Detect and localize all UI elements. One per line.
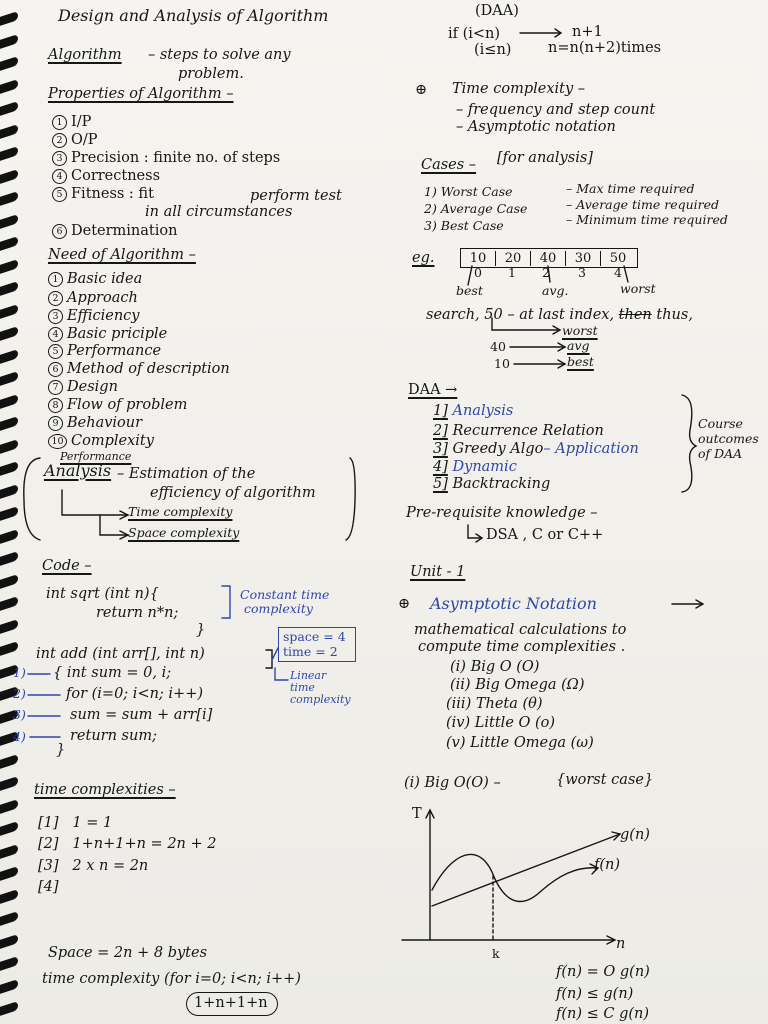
- array-cell: 40: [531, 251, 566, 266]
- analysis-bracket: [24, 458, 40, 540]
- need-item: 7 Design: [48, 379, 118, 396]
- case-desc: – Minimum time required: [566, 212, 728, 227]
- need-item: 4 Basic priciple: [48, 326, 167, 343]
- code-marker: 2): [13, 686, 26, 701]
- bigo-equation: f(n) ≤ g(n): [556, 986, 634, 1002]
- tc-row: [1] 1 = 1: [38, 815, 113, 831]
- need-item: 3 Efficiency: [48, 308, 140, 325]
- cases-note: [for analysis]: [497, 150, 593, 166]
- bigo-heading: (i) Big O(O) –: [404, 775, 501, 791]
- bigo-equation: f(n) = O g(n): [556, 964, 650, 980]
- graph-k-label: k: [492, 946, 500, 961]
- array-label-worst: worst: [620, 281, 656, 296]
- code2-line: for (i=0; i<n; i++): [66, 686, 204, 702]
- need-item: 1 Basic idea: [48, 271, 142, 288]
- time-expression: 1+n+1+n: [194, 995, 268, 1011]
- asymptotic-desc: compute time complexities .: [418, 639, 626, 655]
- array-index: 2: [542, 265, 550, 280]
- time-complexity-item: – Asymptotic notation: [456, 119, 616, 135]
- array-index: 0: [474, 265, 482, 280]
- tc-row: [3] 2 x n = 2n: [38, 858, 149, 874]
- page-title: Design and Analysis of Algorithm: [58, 6, 329, 25]
- fitness-continuation: in all circumstances: [145, 204, 293, 220]
- need-item: 8 Flow of problem: [48, 397, 187, 414]
- course-outcomes: Course: [698, 416, 743, 431]
- case-name: 2) Average Case: [424, 201, 528, 216]
- array-index: 4: [614, 265, 622, 280]
- daa-item: 1] Analysis: [433, 403, 514, 419]
- algorithm-term: Algorithm: [48, 47, 122, 63]
- performance-label: Performance: [60, 450, 132, 463]
- code2-line: { int sum = 0, i;: [53, 665, 172, 681]
- if-line: (i≤n): [474, 42, 512, 58]
- need-heading: Need of Algorithm –: [48, 247, 196, 263]
- notation-item: (iii) Theta (θ): [446, 696, 543, 712]
- notation-item: (v) Little Omega (ω): [446, 735, 594, 751]
- property-item: 3 Precision : finite no. of steps: [52, 150, 280, 167]
- linear-note: time: [290, 681, 315, 694]
- search-line: search, 50 – at last index, then thus,: [426, 307, 693, 323]
- graph-x-label: n: [616, 936, 626, 952]
- graph-f-curve: [432, 854, 598, 901]
- notation-item: (i) Big O (O): [450, 659, 540, 675]
- algorithm-definition-cont: problem.: [178, 66, 244, 82]
- if-result: n=n(n+2)times: [548, 40, 662, 56]
- property-item: 4 Correctness: [52, 168, 160, 185]
- case-desc: – Max time required: [566, 181, 695, 196]
- property-item: 1 I/P: [52, 114, 91, 131]
- code-marker: 1): [13, 665, 26, 680]
- graph-g-label: g(n): [620, 827, 650, 843]
- tc-row: [4]: [38, 879, 59, 895]
- case-name: 1) Worst Case: [424, 184, 513, 199]
- constant-time-note: Constant time: [240, 587, 330, 602]
- asymptotic-desc: mathematical calculations to: [414, 622, 627, 638]
- if-result: n+1: [572, 24, 603, 40]
- hash-icon: ⊕: [398, 596, 411, 612]
- page-title-abbr: (DAA): [475, 3, 519, 19]
- code1-line: }: [196, 622, 206, 638]
- graph-g-line: [432, 834, 620, 906]
- prereq-text: DSA , C or C++: [486, 527, 604, 543]
- code2-line: sum = sum + arr[i]: [70, 707, 213, 723]
- asymptotic-heading: Asymptotic Notation: [430, 594, 597, 613]
- space-line: Space = 2n + 8 bytes: [48, 945, 208, 961]
- constant-time-note: complexity: [244, 601, 313, 616]
- perform-test-note: perform test: [250, 188, 342, 204]
- case-desc: – Average time required: [566, 197, 720, 212]
- array-index: 3: [578, 265, 586, 280]
- unit-heading: Unit - 1: [410, 564, 466, 580]
- time-line: time complexity (for i=0; i<n; i++): [42, 971, 301, 987]
- linear-note: Linear: [290, 669, 327, 682]
- need-item: 5 Performance: [48, 343, 161, 360]
- analysis-bracket: [346, 458, 355, 540]
- need-item: 6 Method of description: [48, 361, 230, 378]
- hash-icon: ⊕: [415, 82, 428, 98]
- code1-line: int sqrt (int n){: [46, 586, 159, 602]
- daa-heading: DAA →: [408, 382, 458, 398]
- time-value: time = 2: [283, 644, 338, 659]
- tc-row: [2] 1+n+1+n = 2n + 2: [38, 836, 217, 852]
- array-cell: 10: [461, 251, 496, 266]
- properties-heading: Properties of Algorithm –: [48, 86, 234, 102]
- array-label-avg: avg.: [542, 283, 569, 298]
- eg-label: eg.: [412, 250, 435, 266]
- code1-line: return n*n;: [96, 605, 179, 621]
- search-label-avg: avg: [567, 338, 590, 353]
- time-complexities-heading: time complexities –: [34, 782, 176, 798]
- property-item: 2 O/P: [52, 132, 98, 149]
- search-value: 10: [494, 356, 510, 371]
- need-item: 2 Approach: [48, 290, 138, 307]
- analysis-term: Analysis: [44, 461, 112, 480]
- array-label-best: best: [456, 283, 483, 298]
- notation-item: (iv) Little O (o): [446, 715, 556, 731]
- code-heading: Code –: [42, 558, 92, 574]
- graph-y-label: T: [412, 806, 422, 822]
- daa-item: 4] Dynamic: [433, 459, 517, 475]
- need-item: 10 Complexity: [48, 433, 154, 450]
- search-label-worst: worst: [562, 323, 598, 338]
- graph-f-label: f(n): [594, 857, 621, 873]
- property-item: 5 Fitness : fit: [52, 186, 154, 203]
- time-complexity-heading: Time complexity –: [452, 81, 586, 97]
- notation-item: (ii) Big Omega (Ω): [450, 677, 585, 693]
- code2-line: }: [56, 742, 66, 758]
- analysis-definition: – Estimation of the: [117, 466, 256, 482]
- analysis-branch-space: Space complexity: [128, 525, 240, 540]
- code-marker: 4): [13, 729, 26, 744]
- array-cell: 30: [566, 251, 601, 266]
- analysis-branch-time: Time complexity: [128, 504, 233, 519]
- course-outcomes: of DAA: [698, 446, 743, 461]
- algorithm-definition: – steps to solve any: [148, 47, 291, 63]
- branch-stroke: [62, 490, 128, 515]
- daa-item: 5] Backtracking: [433, 476, 551, 492]
- need-item: 9 Behaviour: [48, 415, 142, 432]
- search-label-best: best: [567, 354, 594, 369]
- code-marker: 3): [13, 707, 26, 722]
- brace: [682, 395, 696, 492]
- prereq-heading: Pre-requisite knowledge –: [406, 505, 598, 521]
- time-complexity-item: – frequency and step count: [456, 102, 656, 118]
- linear-note: complexity: [290, 693, 351, 706]
- course-outcomes: outcomes: [698, 431, 759, 446]
- array-cell: 20: [496, 251, 531, 266]
- space-value: space = 4: [283, 629, 346, 644]
- property-item: 6 Determination: [52, 223, 177, 240]
- bigo-equation: f(n) ≤ C g(n): [556, 1006, 650, 1022]
- array-index: 1: [508, 265, 516, 280]
- case-name: 3) Best Case: [424, 218, 504, 233]
- analysis-definition-cont: efficiency of algorithm: [150, 485, 316, 501]
- daa-item: 2] Recurrence Relation: [433, 423, 604, 439]
- array-cell: 50: [609, 250, 627, 266]
- daa-item: 3] Greedy Algo– Application: [433, 441, 639, 457]
- code2-line: return sum;: [70, 728, 157, 744]
- cases-heading: Cases –: [421, 157, 477, 173]
- search-value: 40: [490, 339, 506, 354]
- code2-header: int add (int arr[], int n): [36, 646, 205, 662]
- bigo-note: {worst case}: [556, 772, 654, 788]
- if-line: if (i<n): [448, 26, 501, 42]
